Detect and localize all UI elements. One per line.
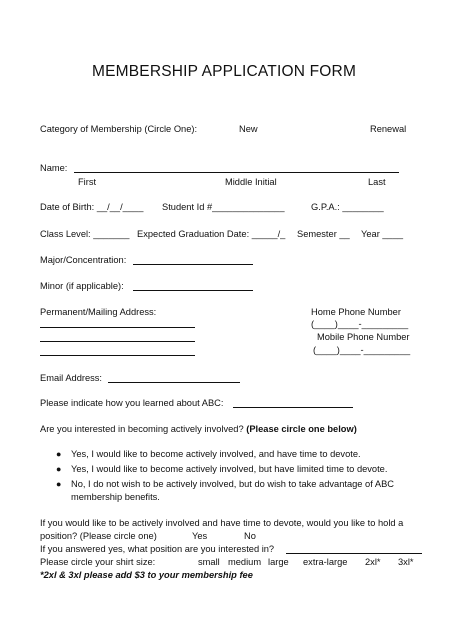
name-first-caption: First <box>78 177 97 187</box>
learned-field[interactable] <box>233 407 353 408</box>
hold-position-yes[interactable]: Yes <box>192 531 208 541</box>
involved-option-3[interactable]: No, I do not wish to be actively involved, but do wish to take advantage of ABC <box>71 479 394 489</box>
position-field[interactable] <box>286 553 422 554</box>
email-label: Email Address: <box>40 373 103 383</box>
address-line-1[interactable] <box>40 327 195 328</box>
shirt-size-label: Please circle your shirt size: <box>40 557 156 567</box>
hold-position-question: If you would like to be actively involved and have time to devote, would you like to hold a <box>40 518 404 528</box>
learned-label: Please indicate how you learned about ABC: <box>40 398 224 408</box>
hold-position-question-cont: position? (Please circle one) <box>40 531 157 541</box>
address-label: Permanent/Mailing Address: <box>40 307 157 317</box>
name-label: Name: <box>40 163 68 173</box>
involved-option-1[interactable]: Yes, I would like to become actively involved, and have time to devote. <box>71 449 361 459</box>
minor-field[interactable] <box>133 290 253 291</box>
minor-label: Minor (if applicable): <box>40 281 124 291</box>
major-label: Major/Concentration: <box>40 255 127 265</box>
dob-field[interactable]: Date of Birth: __/__/____ <box>40 202 144 212</box>
size-medium[interactable]: medium <box>228 557 262 567</box>
mobile-phone-label: Mobile Phone Number <box>317 332 410 342</box>
bullet-icon: ● <box>56 449 62 459</box>
class-level-field[interactable]: Class Level: _______ <box>40 229 130 239</box>
year-field[interactable]: Year ____ <box>361 229 404 239</box>
home-phone-label: Home Phone Number <box>311 307 401 317</box>
home-phone-field[interactable]: (____)____-_________ <box>311 319 409 329</box>
semester-field[interactable]: Semester __ <box>297 229 350 239</box>
bullet-icon: ● <box>56 479 62 489</box>
address-line-2[interactable] <box>40 341 195 342</box>
involved-question: Are you interested in becoming actively involved? (Please circle one below) <box>40 424 357 434</box>
major-field[interactable] <box>133 264 253 265</box>
address-line-3[interactable] <box>40 355 195 356</box>
graduation-date-field[interactable]: Expected Graduation Date: _____/_ <box>137 229 286 239</box>
involved-instruction: (Please circle one below) <box>246 424 357 434</box>
category-option-new[interactable]: New <box>239 124 258 134</box>
name-middle-caption: Middle Initial <box>225 177 277 187</box>
name-last-caption: Last <box>368 177 386 187</box>
email-field[interactable] <box>108 382 240 383</box>
size-3xl[interactable]: 3xl* <box>398 557 414 567</box>
student-id-field[interactable]: Student Id #______________ <box>162 202 285 212</box>
size-large[interactable]: large <box>268 557 289 567</box>
position-label: If you answered yes, what position are you interested in? <box>40 544 275 554</box>
gpa-field[interactable]: G.P.A.: ________ <box>311 202 384 212</box>
bullet-icon: ● <box>56 464 62 474</box>
mobile-phone-field[interactable]: (____)____-_________ <box>313 345 411 355</box>
shirt-note: *2xl & 3xl please add $3 to your membership fee <box>40 570 253 580</box>
category-option-renewal[interactable]: Renewal <box>370 124 407 134</box>
size-small[interactable]: small <box>198 557 220 567</box>
name-field[interactable] <box>74 172 399 173</box>
page-title: MEMBERSHIP APPLICATION FORM <box>92 63 357 80</box>
involved-option-2[interactable]: Yes, I would like to become actively involved, but have limited time to devote. <box>71 464 388 474</box>
hold-position-no[interactable]: No <box>244 531 256 541</box>
size-extra-large[interactable]: extra-large <box>303 557 348 567</box>
category-label: Category of Membership (Circle One): <box>40 124 198 134</box>
size-2xl[interactable]: 2xl* <box>365 557 381 567</box>
involved-option-3-cont: membership benefits. <box>71 492 160 502</box>
